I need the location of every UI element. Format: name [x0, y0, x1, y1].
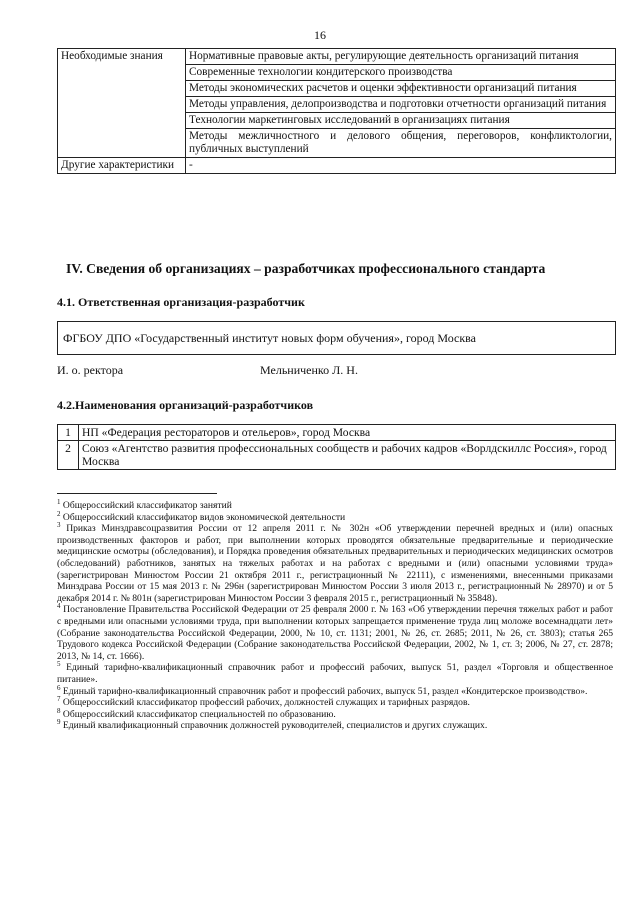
footnote — [57, 720, 613, 732]
subsection-title-developers: 4.2.Наименования организаций-разработчиков — [57, 398, 314, 412]
footnote — [57, 683, 613, 698]
footnote-text: Общероссийский классификатор занятий — [62, 500, 232, 511]
footnote — [57, 694, 613, 709]
knowledge-item: Методы межличностного и делового общения, переговоров, конфликтологии, публичных выступлений — [186, 129, 616, 158]
org-name: Союз «Агентство развития профессиональных сообществ и рабочих кадров «Ворлдскиллс Россия», город Москва — [79, 441, 616, 470]
table-row — [58, 49, 616, 65]
footnote — [57, 509, 613, 524]
signer-name: Мельниченко Л. Н. — [260, 363, 358, 377]
section-title: IV. Сведения об организациях – разработчиках профессионального стандарта — [66, 261, 546, 276]
knowledge-item: Технологии маркетинговых исследований в организациях питания — [186, 113, 616, 129]
footnote-text: Постановление Правительства Российской Федерации от 25 февраля 2000 г. № 163 «Об утверждении перечня тяжелых работ и работ с вредными или опасными условиями труда, при выполнении которых запрещается применение труда лиц моложе восемнадцати лет» (Собрание законодательства Российской Федерации, 2000, № 10, ст. 1131; 2001, № 26, ст. 2685; 2011, № 26, ст. 3803); статья 265 Трудового кодекса Российской Федерации (Собрание законодательства Российской Федерации, 2002, № 1, ст. 3; 2006, № 27, ст. 2878; 2013, № 14, ст. 1666). — [57, 604, 613, 662]
org-number: 1 — [58, 425, 79, 441]
responsible-org-box — [57, 321, 616, 355]
footnote-text: Единый тарифно-квалификационный справочник работ и профессий рабочих, выпуск 51, раздел «Торговля и общественное питание». — [57, 662, 613, 685]
row-label-other: Другие характеристики — [58, 158, 186, 174]
other-characteristics-value: - — [186, 158, 616, 174]
knowledge-item: Нормативные правовые акты, регулирующие деятельность организаций питания — [186, 49, 616, 65]
requirements-table — [57, 48, 616, 174]
footnote-number: 8 — [57, 706, 61, 715]
signer-role: И. о. ректора — [57, 363, 124, 377]
org-number: 2 — [58, 441, 79, 470]
footnote-number: 7 — [57, 694, 61, 703]
footnote — [57, 523, 613, 604]
footnote — [57, 706, 613, 721]
footnote-number: 1 — [57, 497, 61, 506]
footnote-text: Общероссийский классификатор видов экономической деятельности — [62, 511, 346, 523]
page-number: 16 — [314, 28, 326, 42]
footnote-number: 5 — [57, 660, 61, 669]
footnote — [57, 604, 613, 662]
footnote-number: 6 — [57, 683, 61, 692]
table-row — [58, 158, 616, 174]
footnote — [57, 662, 613, 685]
subsection-title-responsible: 4.1. Ответственная организация-разработчик — [57, 295, 305, 309]
knowledge-item: Методы управления, делопроизводства и подготовки отчетности организаций питания — [186, 97, 616, 113]
footnote-number: 9 — [57, 718, 61, 727]
row-label-knowledge: Необходимые знания — [58, 49, 186, 158]
footnote-text: Общероссийский классификатор специальностей по образованию. — [62, 708, 336, 720]
footnote-text: Единый тарифно-квалификационный справочник работ и профессий рабочих, выпуск 51, раздел «Кондитерское производство». — [62, 685, 588, 697]
footnote-text: Общероссийский классификатор профессий рабочих, должностей служащих и тарифных разрядов. — [62, 697, 470, 709]
footnote-text: Приказ Минздравсоцразвития России от 12 апреля 2011 г. № 302н «Об утверждении перечней вредных и (или) опасных производственных факторов и работ, при выполнении которых проводятся обязательные предварительные и периодические медицинские осмотры (обследования), и Порядка проведения обязательных предварительных и периодических медицинских осмотров (обследований) работников, занятых на тяжелых работах и на работах с вредными и (или) опасными условиями труда» (зарегистрирован Минюстом России 21 октября 2011 г., регистрационный № 22111), с изменениями, внесенными приказами Минздрава России от 15 мая 2013 г. № 296н (зарегистрирован Минюстом России 3 июля 2013 г., регистрационный № 28970) и от 5 декабря 2014 г. № 801н (зарегистрирован Минюстом России 3 февраля 2015 г., регистрационный № 35848). — [57, 523, 613, 604]
table-row — [58, 425, 616, 441]
knowledge-item: Современные технологии кондитерского производства — [186, 65, 616, 81]
knowledge-item: Методы экономических расчетов и оценки эффективности организаций питания — [186, 81, 616, 97]
footnote-number: 3 — [57, 521, 61, 529]
org-name: НП «Федерация рестораторов и отельеров», город Москва — [79, 425, 616, 441]
footnote — [57, 497, 613, 512]
responsible-org-name: ФГБОУ ДПО «Государственный институт новых форм обучения», город Москва — [63, 331, 476, 345]
footnote-number: 4 — [57, 602, 61, 611]
footnote-text: Единый квалификационный справочник должностей руководителей, специалистов и других служащих. — [62, 720, 488, 732]
footnote-divider — [57, 493, 217, 494]
footnotes — [57, 497, 613, 732]
developer-orgs-table — [57, 424, 616, 470]
footnote-number: 2 — [57, 509, 61, 518]
table-row — [58, 441, 616, 470]
